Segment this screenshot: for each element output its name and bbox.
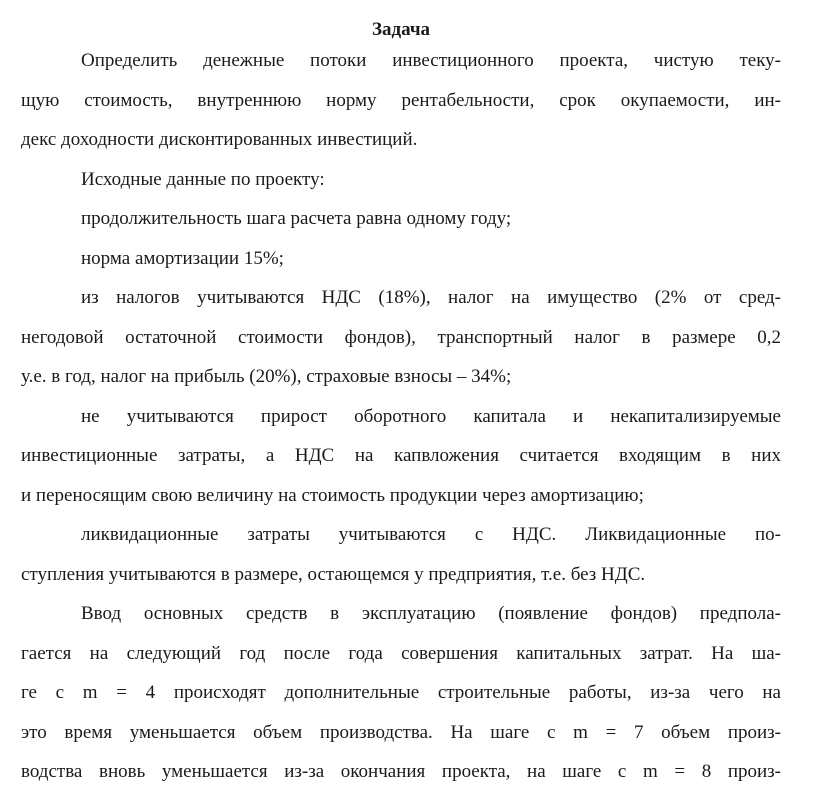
- text-line: Ввод основных средств в эксплуатацию (появление фондов) предпола-: [81, 603, 781, 624]
- document-body: [21, 50, 781, 801]
- text-line: продолжительность шага расчета равна одному году;: [81, 208, 512, 229]
- text-line: это время уменьшается объем производства. На шаге с m = 7 объем произ-: [21, 721, 781, 743]
- text-line: ступления учитываются в размере, остающемся у предприятия, т.е. без НДС.: [21, 563, 646, 585]
- text-line: щую стоимость, внутреннюю норму рентабельности, срок окупаемости, ин-: [21, 89, 781, 111]
- text-line: норма амортизации 15%;: [81, 247, 284, 269]
- document-title: Задача: [371, 19, 431, 40]
- text-line: негодовой остаточной стоимости фондов), транспортный налог в размере 0,2: [21, 326, 781, 348]
- text-line: у.е. в год, налог на прибыль (20%), страховые взносы – 34%;: [21, 366, 512, 387]
- text-line: инвестиционные затраты, а НДС на капвложения считается входящим в них: [21, 445, 781, 466]
- text-line: ликвидационные затраты учитываются с НДС. Ликвидационные по-: [81, 524, 781, 545]
- text-line: декс доходности дисконтированных инвестиций.: [21, 129, 418, 150]
- text-line: Исходные данные по проекту:: [81, 168, 325, 190]
- text-line: не учитываются прирост оборотного капитала и некапитализируемые: [81, 405, 781, 427]
- text-line: Определить денежные потоки инвестиционного проекта, чистую теку-: [81, 50, 781, 71]
- text-line: гается на следующий год после года совершения капитальных затрат. На ша-: [21, 642, 781, 664]
- text-line: ге с m = 4 происходят дополнительные строительные работы, из-за чего на: [21, 682, 781, 703]
- text-line: водства вновь уменьшается из-за окончания проекта, на шаге с m = 8 произ-: [21, 761, 781, 782]
- text-line: и переносящим свою величину на стоимость продукции через амортизацию;: [21, 484, 644, 506]
- text-line: из налогов учитываются НДС (18%), налог на имущество (2% от сред-: [81, 287, 781, 308]
- document-page: [21, 0, 781, 801]
